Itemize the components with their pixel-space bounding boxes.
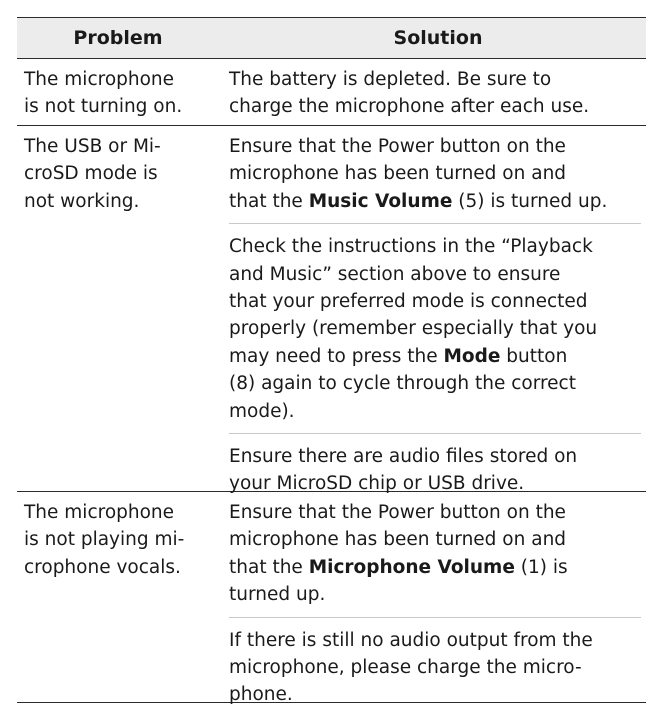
table-header: [17, 17, 646, 59]
solution-line: Check the instructions in the “Playback: [229, 236, 593, 258]
table-row: [17, 492, 646, 706]
solution-line: your MicroSD chip or USB drive.: [229, 473, 525, 495]
text: (5) is turned up.: [452, 190, 608, 212]
solution-line: The battery is depleted. Be sure to: [229, 69, 552, 90]
mode-label: Mode: [443, 345, 501, 367]
solution-line: Ensure that the Power button on the: [229, 136, 566, 157]
problem-line: croSD mode is: [24, 163, 158, 185]
solution-line: phone.: [229, 684, 293, 706]
text: button: [500, 345, 568, 367]
text: may need to press the: [229, 345, 444, 367]
microphone-volume-label: Microphone Volume: [308, 556, 515, 578]
music-volume-label: Music Volume: [308, 190, 453, 212]
solution-line: microphone, please charge the micro-: [229, 657, 582, 679]
solution-line: microphone has been turned on and: [229, 529, 567, 551]
solution-block: [229, 223, 641, 433]
solution-line: microphone has been turned on and: [229, 163, 567, 185]
text: that the: [229, 190, 309, 212]
solution-cell: [229, 66, 641, 129]
solution-line: (8) again to cycle through the correct: [229, 373, 576, 395]
table-row: [17, 59, 646, 126]
solution-line: [229, 188, 641, 215]
solution-line: [229, 343, 641, 370]
text: that the: [229, 556, 309, 578]
problem-line: is not playing mi-: [24, 529, 185, 551]
header-problem: Problem: [73, 27, 163, 49]
solution-line: [229, 554, 641, 581]
solution-line: and Music” section above to ensure: [229, 263, 561, 285]
solution-cell: [229, 499, 641, 717]
solution-block: [229, 133, 641, 223]
solution-line: charge the microphone after each use.: [229, 96, 590, 118]
problem-line: crophone vocals.: [24, 556, 181, 578]
solution-block: [229, 617, 641, 717]
solution-line: turned up.: [229, 584, 326, 606]
table-row: [17, 126, 646, 495]
problem-line: The microphone: [24, 69, 175, 90]
problem-cell: [24, 66, 209, 121]
problem-line: The microphone: [24, 502, 175, 523]
problem-line: is not turning on.: [24, 96, 183, 118]
header-solution: Solution: [393, 27, 483, 49]
solution-block: [229, 499, 641, 617]
problem-cell: [24, 133, 209, 215]
solution-line: Ensure there are audio files stored on: [229, 446, 578, 468]
solution-line: Ensure that the Power button on the: [229, 502, 566, 523]
solution-line: properly (remember especially that you: [229, 318, 598, 340]
solution-line: that your preferred mode is connected: [229, 291, 588, 313]
problem-line: not working.: [24, 190, 140, 212]
text: (1) is: [514, 556, 568, 578]
solution-line: If there is still no audio output from the: [229, 629, 593, 651]
solution-cell: [229, 133, 641, 506]
problem-cell: [24, 499, 209, 581]
problem-line: The USB or Mi-: [24, 136, 161, 157]
solution-line: mode).: [229, 400, 295, 422]
troubleshooting-table: [17, 17, 646, 706]
solution-block: [229, 66, 641, 129]
